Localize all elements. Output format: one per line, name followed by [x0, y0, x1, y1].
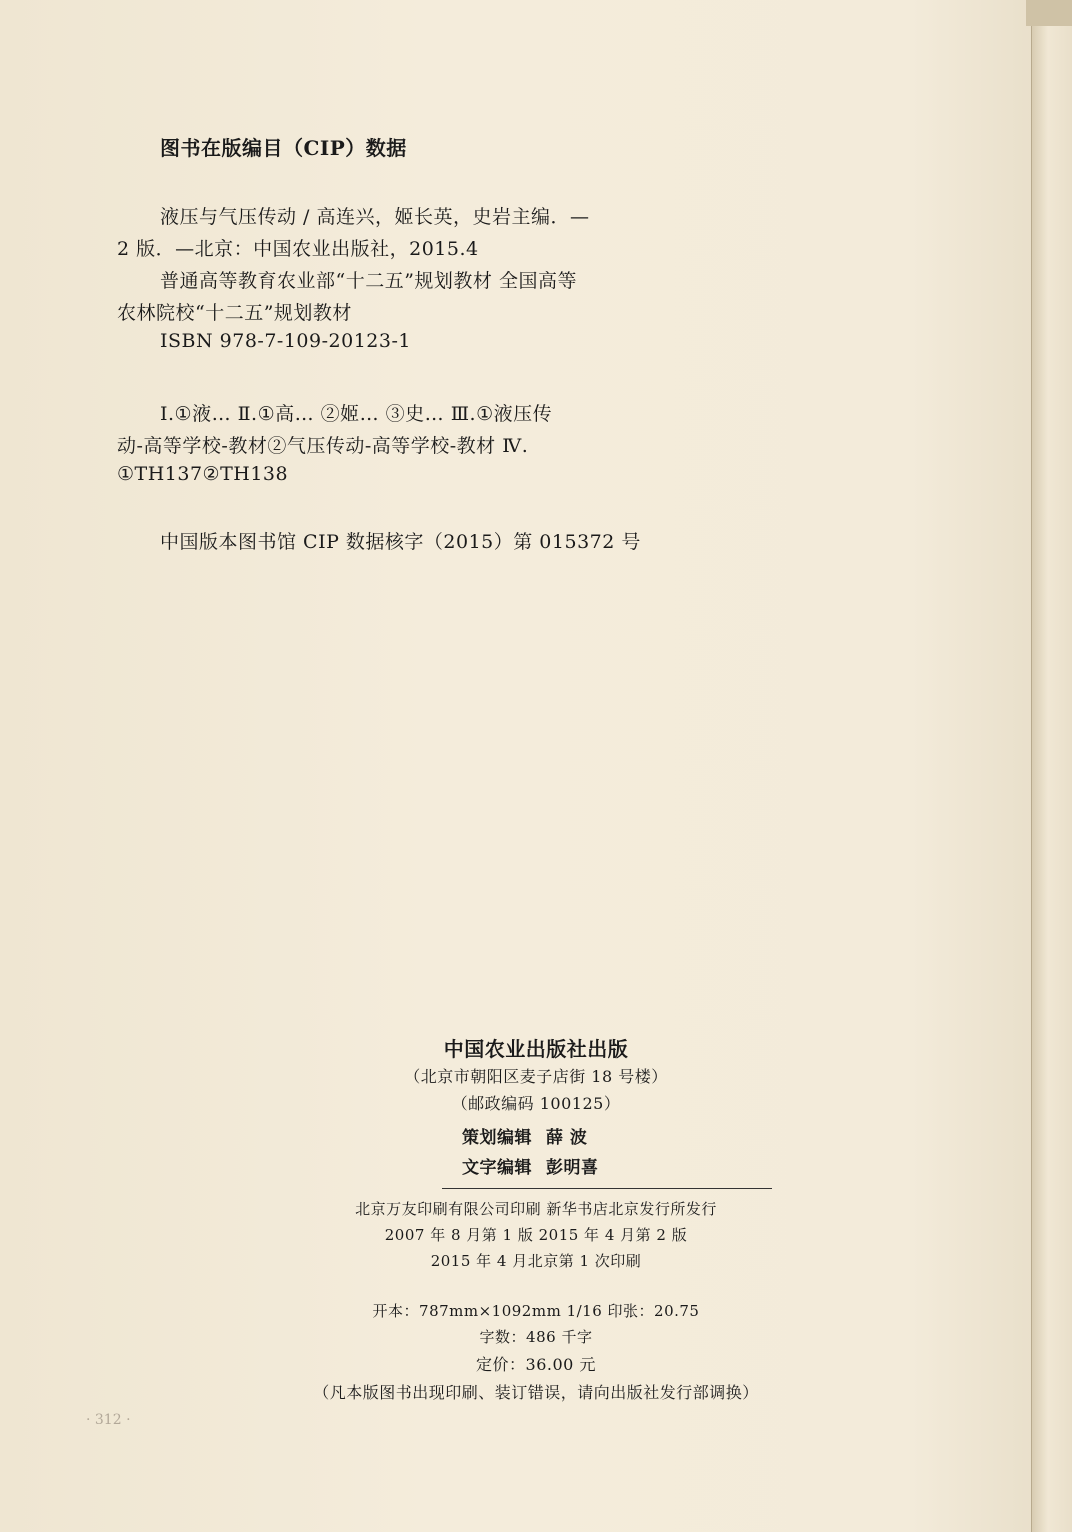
book-format: 开本：787mm×1092mm 1/16 印张：20.75: [372, 1302, 700, 1320]
error-exchange-notice: （凡本版图书出现印刷、装订错误，请向出版社发行部调换）: [313, 1383, 759, 1402]
text-editor-name: 彭明喜: [546, 1158, 599, 1178]
planning-editor-label: 策划编辑: [462, 1128, 532, 1148]
publisher-address: （北京市朝阳区麦子店街 18 号楼）: [404, 1067, 668, 1086]
cip-classification-2: 动-高等学校-教材②气压传动-高等学校-教材 Ⅳ.: [117, 435, 529, 457]
printing-info: 2015 年 4 月北京第 1 次印刷: [430, 1252, 642, 1270]
cip-line-2: 2 版．—北京：中国农业出版社，2015.4: [117, 238, 479, 260]
cip-isbn: ISBN 978-7-109-20123-1: [160, 330, 411, 352]
cip-classification-1: Ⅰ.①液… Ⅱ.①高… ②姬… ③史… Ⅲ.①液压传: [160, 403, 553, 425]
printer-and-distributor: 北京万友印刷有限公司印刷 新华书店北京发行所发行: [355, 1200, 717, 1218]
colophon-divider: [442, 1188, 772, 1189]
cip-heading: 图书在版编目（CIP）数据: [160, 136, 407, 160]
cip-line-4: 农林院校“十二五”规划教材: [117, 302, 352, 324]
word-count: 字数：486 千字: [479, 1328, 593, 1346]
cip-classification-3: ①TH137②TH138: [117, 463, 289, 485]
text-editor-label: 文字编辑: [462, 1158, 532, 1178]
publisher-name: 中国农业出版社出版: [443, 1037, 629, 1061]
cip-approval-number: 中国版本图书馆 CIP 数据核字（2015）第 015372 号: [160, 531, 641, 553]
planning-editor-name: 薛 波: [546, 1128, 588, 1148]
edition-info: 2007 年 8 月第 1 版 2015 年 4 月第 2 版: [384, 1226, 688, 1244]
cip-line-1: 液压与气压传动 / 高连兴，姬长英，史岩主编．—: [160, 206, 590, 228]
price: 定价：36.00 元: [476, 1355, 596, 1374]
cip-line-3: 普通高等教育农业部“十二五”规划教材 全国高等: [160, 270, 577, 292]
postal-code: （邮政编码 100125）: [451, 1094, 621, 1113]
bleed-through-page-number: · 312 ·: [86, 1412, 131, 1428]
page-corner-shadow: [1026, 0, 1072, 26]
